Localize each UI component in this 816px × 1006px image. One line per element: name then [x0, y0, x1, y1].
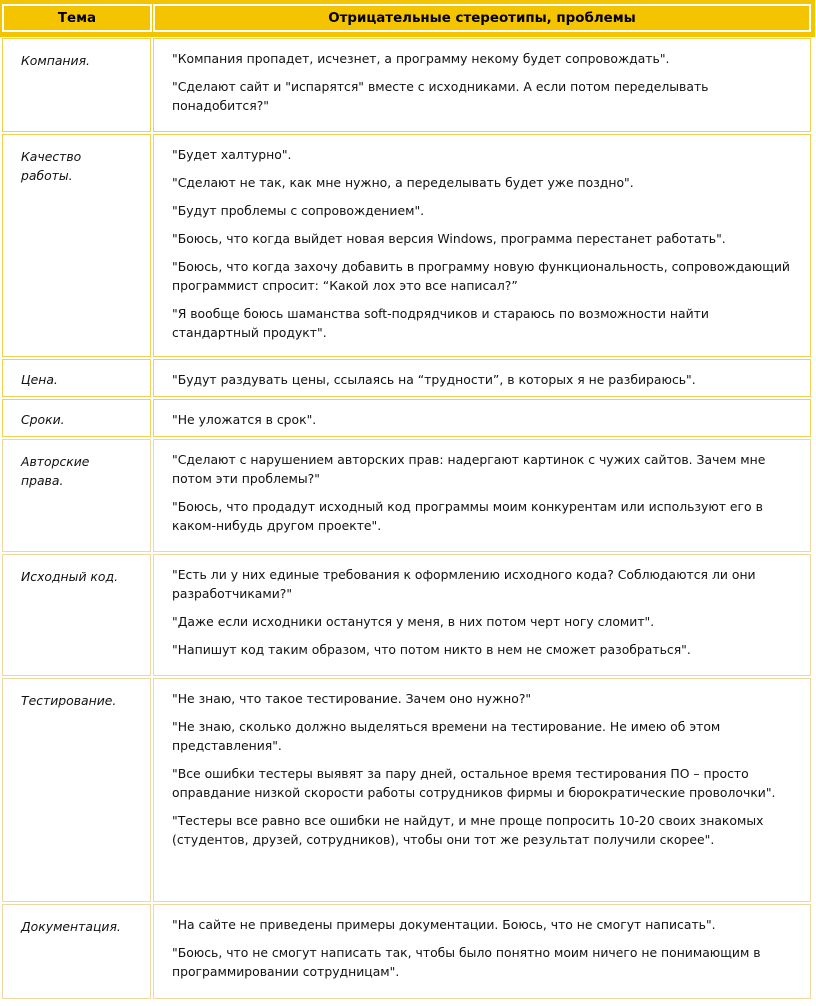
problem-item: "Тестеры все равно все ошибки не найдут, и мне проще попросить 10-20 своих знакомых (студентов, друзей, сотрудников), чтобы они тот же результат получили скорее". [172, 813, 764, 847]
problems-cell [153, 904, 811, 999]
problem-item: "Я вообще боюсь шаманства soft-подрядчиков и стараюсь по возможности найти стандартный продукт". [172, 306, 709, 340]
problem-item: "Будут проблемы с сопровождением". [172, 203, 425, 218]
topic-label: Авторские права. [21, 454, 90, 488]
topic-cell [2, 439, 151, 552]
table-row-deadlines [0, 399, 815, 437]
problems-cell [153, 399, 811, 437]
table-row-documentation [0, 904, 815, 999]
problems-list [172, 915, 797, 990]
problems-list [172, 410, 797, 438]
problems-list [172, 370, 797, 398]
problem-item: "Не уложатся в срок". [172, 412, 317, 427]
topic-cell [2, 678, 151, 902]
topic-cell [2, 904, 151, 999]
topic-label: Цена. [21, 372, 58, 387]
table-row-testing [0, 678, 815, 902]
topic-cell [2, 554, 151, 676]
problems-cell [153, 678, 811, 902]
problem-item: "Боюсь, что продадут исходный код программы моим конкурентам или используют его в каком-нибудь другом проекте". [172, 499, 763, 533]
column-header-topic: Тема [2, 4, 152, 32]
problems-cell [153, 554, 811, 676]
table-row-copyright [0, 439, 815, 552]
problem-item: "Даже если исходники останутся у меня, в них потом черт ногу сломит". [172, 614, 655, 629]
problem-item: "Сделают не так, как мне нужно, а переделывать будет уже поздно". [172, 175, 634, 190]
problem-item: "Боюсь, что когда захочу добавить в программу новую функциональность, сопровождающий программист спросит: “Какой лох это все написал?” [172, 259, 790, 293]
topic-label: Компания. [21, 53, 90, 68]
problem-item: "Все ошибки тестеры выявят за пару дней, остальное время тестирования ПО – просто оправдание низкой скорости работы сотрудников фирмы и бюрократические проволочки". [172, 766, 776, 800]
problem-item: "Есть ли у них единые требования к оформлению исходного кода? Соблюдаются ли они разработчиками?" [172, 567, 756, 601]
topic-label: Качество работы. [21, 149, 82, 183]
table-row-work-quality [0, 134, 815, 357]
table-row-company [0, 38, 815, 132]
problem-item: "На сайте не приведены примеры документации. Боюсь, что не смогут написать". [172, 917, 716, 932]
problem-item: "Сделают сайт и "испарятся" вместе с исходниками. А если потом переделывать понадобится?" [172, 79, 709, 113]
problem-item: "Сделают с нарушением авторских прав: надергают картинок с чужих сайтов. Зачем мне потом эти проблемы?" [172, 452, 766, 486]
problem-item: "Боюсь, что когда выйдет новая версия Windows, программа перестанет работать". [172, 231, 726, 246]
column-header-problems: Отрицательные стереотипы, проблемы [153, 4, 811, 32]
problem-item: "Компания пропадет, исчезнет, а программу некому будет сопровождать". [172, 51, 670, 66]
problem-item: "Будут раздувать цены, ссылаясь на “трудности”, в которых я не разбираюсь". [172, 372, 696, 387]
topic-label: Тестирование. [21, 693, 117, 708]
problems-cell [153, 439, 811, 552]
problems-cell [153, 38, 811, 132]
table-row-price [0, 359, 815, 397]
table-header-row [0, 0, 815, 37]
problems-list [172, 689, 797, 858]
problems-list [172, 450, 797, 544]
table-row-source-code [0, 554, 815, 676]
problems-list [172, 49, 797, 124]
problems-list [172, 565, 797, 668]
problems-cell [153, 359, 811, 397]
problem-item: "Не знаю, что такое тестирование. Зачем оно нужно?" [172, 691, 532, 706]
topic-cell [2, 359, 151, 397]
topic-cell [2, 399, 151, 437]
problem-item: "Боюсь, что не смогут написать так, чтобы было понятно моим ничего не понимающим в программировании сотрудницам". [172, 945, 761, 979]
problem-item: "Будет халтурно". [172, 147, 292, 162]
problems-cell [153, 134, 811, 357]
topic-label: Сроки. [21, 412, 65, 427]
problem-item: "Напишут код таким образом, что потом никто в нем не сможет разобраться". [172, 642, 691, 657]
problem-item: "Не знаю, сколько должно выделяться времени на тестирование. Не имею об этом представления". [172, 719, 721, 753]
topic-label: Исходный код. [21, 569, 119, 584]
topic-cell [2, 134, 151, 357]
topic-label: Документация. [21, 919, 121, 934]
problems-list [172, 145, 797, 351]
topic-cell [2, 38, 151, 132]
